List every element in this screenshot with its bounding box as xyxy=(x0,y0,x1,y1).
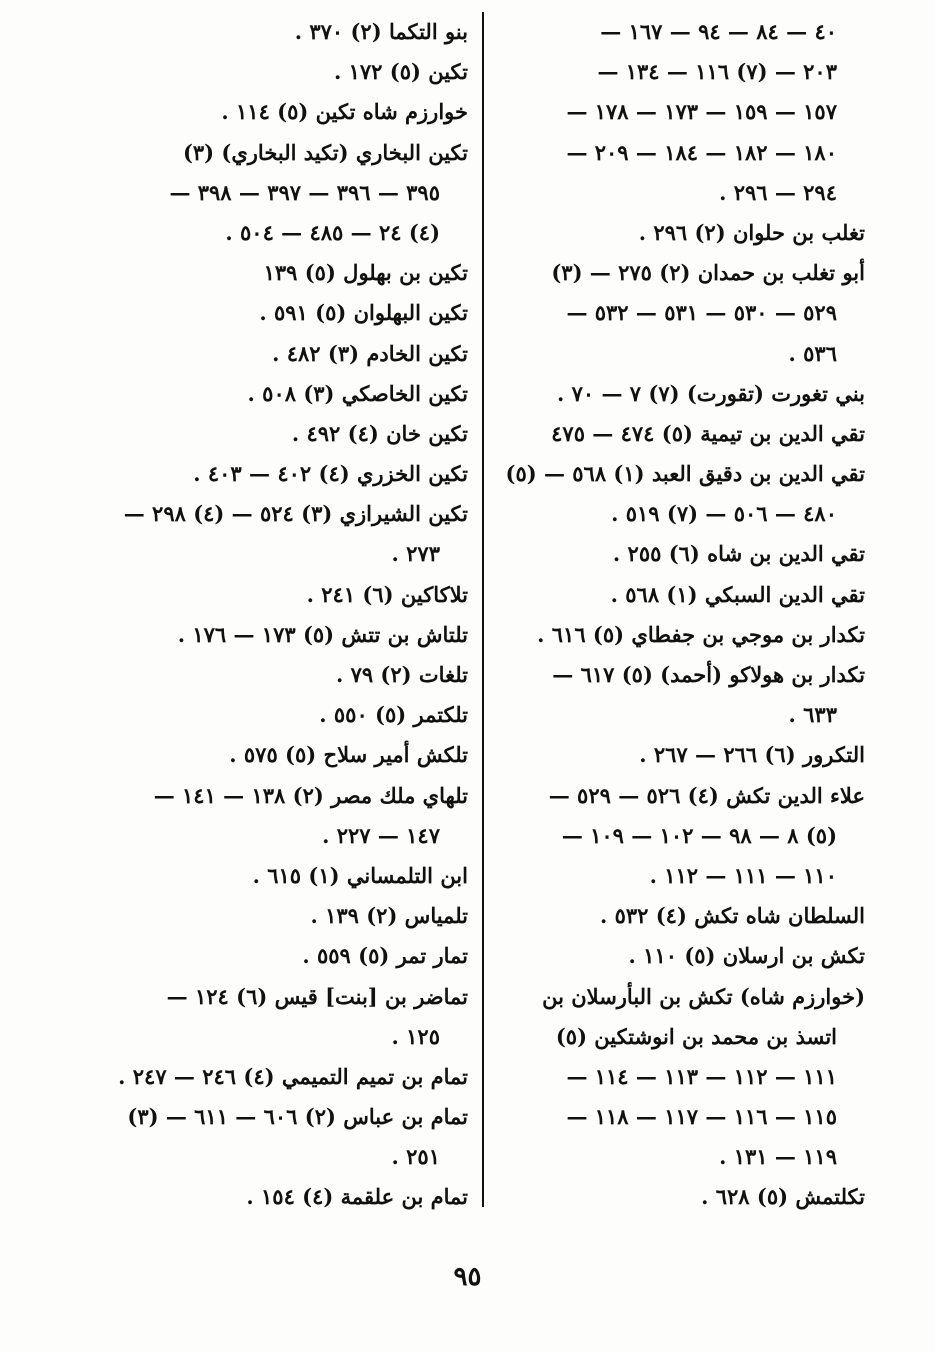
index-entry-continuation: ١١١ — ١١٢ — ١١٣ — ١١٤ — xyxy=(566,1063,837,1089)
index-entry: تقي الدين بن تيمية (٥) ٤٧٤ — ٤٧٥ xyxy=(551,420,865,446)
index-entry: تلمياس (٢) ١٣٩ . xyxy=(310,903,468,929)
index-entry: السلطان شاه تكش (٤) ٥٣٢ . xyxy=(599,903,865,929)
index-entry: (خوارزم شاه) تكش بن البأرسلان بن xyxy=(542,983,865,1009)
index-entry: تقي الدين بن دقيق العبد (١) ٥٦٨ — (٥) xyxy=(505,461,865,487)
index-entry: تقي الدين السبكي (١) ٥٦٨ . xyxy=(610,581,865,607)
index-entry: ابن التلمساني (١) ٦١٥ . xyxy=(252,862,468,888)
index-entry-continuation: ٢٥١ . xyxy=(391,1144,440,1170)
index-entry: تلهاي ملك مصر (٢) ١٣٨ — ١٤١ — xyxy=(153,782,468,808)
index-entry: تلكش أمير سلاح (٥) ٥٧٥ . xyxy=(229,742,468,768)
index-entry-continuation: ٣٩٥ — ٣٩٦ — ٣٩٧ — ٣٩٨ — xyxy=(169,179,440,205)
index-entry: تماضر بن [بنت] قيس (٦) ١٢٤ — xyxy=(166,983,468,1009)
index-entry: بني تغورت (تقورت) (٧) ٧ — ٧٠ . xyxy=(556,380,865,406)
index-entry: تكدار بن موجي بن جفطاي (٥) ٦١٦ . xyxy=(537,621,865,647)
index-entry: تقي الدين بن شاه (٦) ٢٥٥ . xyxy=(612,541,865,567)
index-entry: تكين البخاري (تكيد البخاري) (٣) xyxy=(182,139,468,165)
index-entry: التكرور (٦) ٢٦٦ — ٢٦٧ . xyxy=(639,742,865,768)
index-entry-continuation: ١٨٠ — ١٨٢ — ١٨٤ — ٢٠٩ — xyxy=(566,139,837,165)
index-entry: تكين خان (٤) ٤٩٢ . xyxy=(291,420,468,446)
index-entry: تمار تمر (٥) ٥٥٩ . xyxy=(302,943,468,969)
column-divider xyxy=(482,12,484,1207)
index-entry: تكين البهلوان (٥) ٥٩١ . xyxy=(259,300,468,326)
index-entry-continuation: اتسذ بن محمد بن انوشتكين (٥) xyxy=(555,1023,837,1049)
index-entry: أبو تغلب بن حمدان (٢) ٢٧٥ — (٣) xyxy=(551,260,865,286)
page-number: ٩٥ xyxy=(453,1262,482,1292)
index-entry: تغلب بن حلوان (٢) ٢٩٦ . xyxy=(638,219,865,245)
index-entry-continuation: ١١٠ — ١١١ — ١١٢ . xyxy=(649,862,837,888)
index-entry-continuation: ٢٩٤ — ٢٩٦ . xyxy=(719,179,837,205)
index-entry: تمام بن عباس (٢) ٦٠٦ — ٦١١ — (٣) xyxy=(127,1104,468,1130)
index-entry-continuation: ٢٠٣ — (٧) ١١٦ — ١٣٤ — xyxy=(597,59,837,85)
index-entry-continuation: ٤٨٠ — ٥٠٦ — (٧) ٥١٩ . xyxy=(611,501,837,527)
index-entry-continuation: ١١٥ — ١١٦ — ١١٧ — ١١٨ — xyxy=(566,1104,837,1130)
index-entry-continuation: ٥٢٩ — ٥٣٠ — ٥٣١ — ٥٣٢ — xyxy=(566,300,837,326)
index-entry: تكين بن بهلول (٥) ١٣٩ xyxy=(263,260,468,286)
index-entry-continuation: ٦٣٣ . xyxy=(788,702,837,728)
index-entry-continuation: ١٤٧ — ٢٢٧ . xyxy=(322,822,440,848)
index-entry: تكدار بن هولاكو (أحمد) (٥) ٦١٧ — xyxy=(552,662,865,687)
right-index-column xyxy=(500,12,865,1218)
index-entry: تلغات (٢) ٧٩ . xyxy=(335,662,468,687)
index-entry-continuation: (٥) ٨ — ٩٨ — ١٠٢ — ١٠٩ — xyxy=(561,822,837,848)
index-entry: تكلتمش (٥) ٦٢٨ . xyxy=(701,1184,865,1210)
index-entry-continuation: ١٢٥ . xyxy=(391,1023,440,1049)
index-entry: تكين الشيرازي (٣) ٥٢٤ — (٤) ٢٩٨ — xyxy=(123,501,468,527)
index-entry: تمام بن علقمة (٤) ١٥٤ . xyxy=(246,1184,468,1210)
index-entry: تكين الخادم (٣) ٤٨٢ . xyxy=(272,340,468,366)
index-entry-continuation: (٤) ٢٤ — ٤٨٥ — ٥٠٤ . xyxy=(225,219,440,245)
index-entry-continuation: ٤٠ — ٨٤ — ٩٤ — ١٦٧ — xyxy=(600,19,837,44)
index-entry-continuation: ١١٩ — ١٣١ . xyxy=(719,1144,837,1170)
index-entry: بنو التكما (٢) ٣٧٠ . xyxy=(294,19,468,44)
index-entry: تمام بن تميم التميمي (٤) ٢٤٦ — ٢٤٧ . xyxy=(118,1063,468,1089)
index-entry-continuation: ٥٣٦ . xyxy=(788,340,837,366)
index-entry: تكين الخزري (٤) ٤٠٢ — ٤٠٣ . xyxy=(193,461,468,487)
index-entry: علاء الدين تكش (٤) ٥٢٦ — ٥٢٩ — xyxy=(548,782,865,808)
index-entry: تلتاش بن تتش (٥) ١٧٣ — ١٧٦ . xyxy=(177,621,468,647)
index-entry-continuation: ١٥٧ — ١٥٩ — ١٧٣ — ١٧٨ — xyxy=(566,99,837,125)
index-entry: تكش بن ارسلان (٥) ١١٠ . xyxy=(628,943,865,969)
index-entry: تلاكاكين (٦) ٢٤١ . xyxy=(306,581,468,607)
index-entry: تلكتمر (٥) ٥٥٠ . xyxy=(319,702,468,728)
index-entry: خوارزم شاه تكين (٥) ١١٤ . xyxy=(221,99,468,125)
index-entry: تكين الخاصكي (٣) ٥٠٨ . xyxy=(247,380,468,406)
index-entry: تكين (٥) ١٧٢ . xyxy=(333,59,468,85)
index-entry-continuation: ٢٧٣ . xyxy=(391,541,440,567)
left-index-column xyxy=(108,12,468,1218)
